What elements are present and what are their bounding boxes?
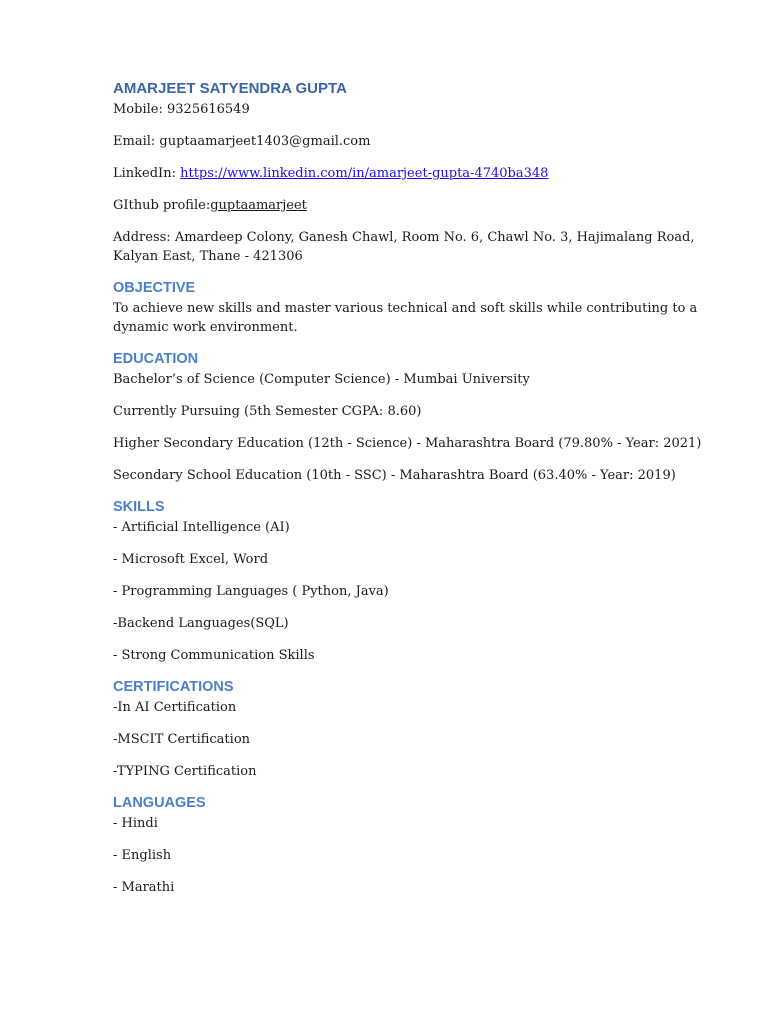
skill-item: - Artificial Intelligence (AI) (113, 520, 290, 535)
objective-text-1: To achieve new skills and master various technical and soft skills while contributing to a (113, 301, 698, 316)
candidate-name: AMARJEET SATYENDRA GUPTA (113, 80, 347, 97)
linkedin-label: LinkedIn: (113, 166, 176, 181)
address-text-1: Amardeep Colony, Ganesh Chawl, Room No. 6, Chawl No. 3, Hajimalang Road, (174, 230, 695, 245)
objective-heading: OBJECTIVE (113, 280, 196, 296)
objective-text-2: dynamic work environment. (113, 320, 298, 335)
language-item: - Hindi (113, 816, 158, 831)
education-item: Currently Pursuing (5th Semester CGPA: 8.60) (113, 404, 422, 419)
mobile-number: 9325616549 (167, 102, 250, 117)
linkedin-line (113, 164, 673, 183)
language-item: - Marathi (113, 880, 175, 895)
email-line (113, 132, 673, 151)
certification-item: -In AI Certification (113, 700, 237, 715)
certification-item: -TYPING Certification (113, 764, 257, 779)
github-link[interactable]: guptaamarjeet (210, 198, 307, 213)
address-line-2: Kalyan East, Thane - 421306 (113, 249, 303, 264)
mobile-label: Mobile: (113, 102, 163, 117)
language-item: - English (113, 848, 172, 863)
education-heading: EDUCATION (113, 351, 199, 367)
skill-item: - Strong Communication Skills (113, 648, 315, 663)
skill-item: -Backend Languages(SQL) (113, 616, 289, 631)
certifications-heading: CERTIFICATIONS (113, 679, 234, 695)
resume-document (113, 78, 702, 897)
skill-item: - Programming Languages ( Python, Java) (113, 584, 389, 599)
address-label: Address: (113, 230, 171, 245)
email-label: Email: (113, 134, 156, 149)
email-address: guptaamarjeet1403@gmail.com (159, 134, 371, 149)
github-label: GIthub profile: (113, 198, 211, 213)
github-line (113, 196, 673, 215)
address-line-1 (113, 228, 695, 247)
education-item: Higher Secondary Education (12th - Science) - Maharashtra Board (79.80% - Year: 2021) (113, 436, 702, 451)
certification-item: -MSCIT Certification (113, 732, 251, 747)
skills-heading: SKILLS (113, 499, 165, 515)
mobile-line (113, 100, 673, 119)
education-item: Secondary School Education (10th - SSC) - Maharashtra Board (63.40% - Year: 2019) (113, 468, 676, 483)
languages-heading: LANGUAGES (113, 795, 206, 811)
linkedin-link[interactable]: https://www.linkedin.com/in/amarjeet-gupta-4740ba348 (180, 166, 549, 181)
education-item: Bachelor’s of Science (Computer Science) - Mumbai University (113, 372, 530, 387)
skill-item: - Microsoft Excel, Word (113, 552, 269, 567)
